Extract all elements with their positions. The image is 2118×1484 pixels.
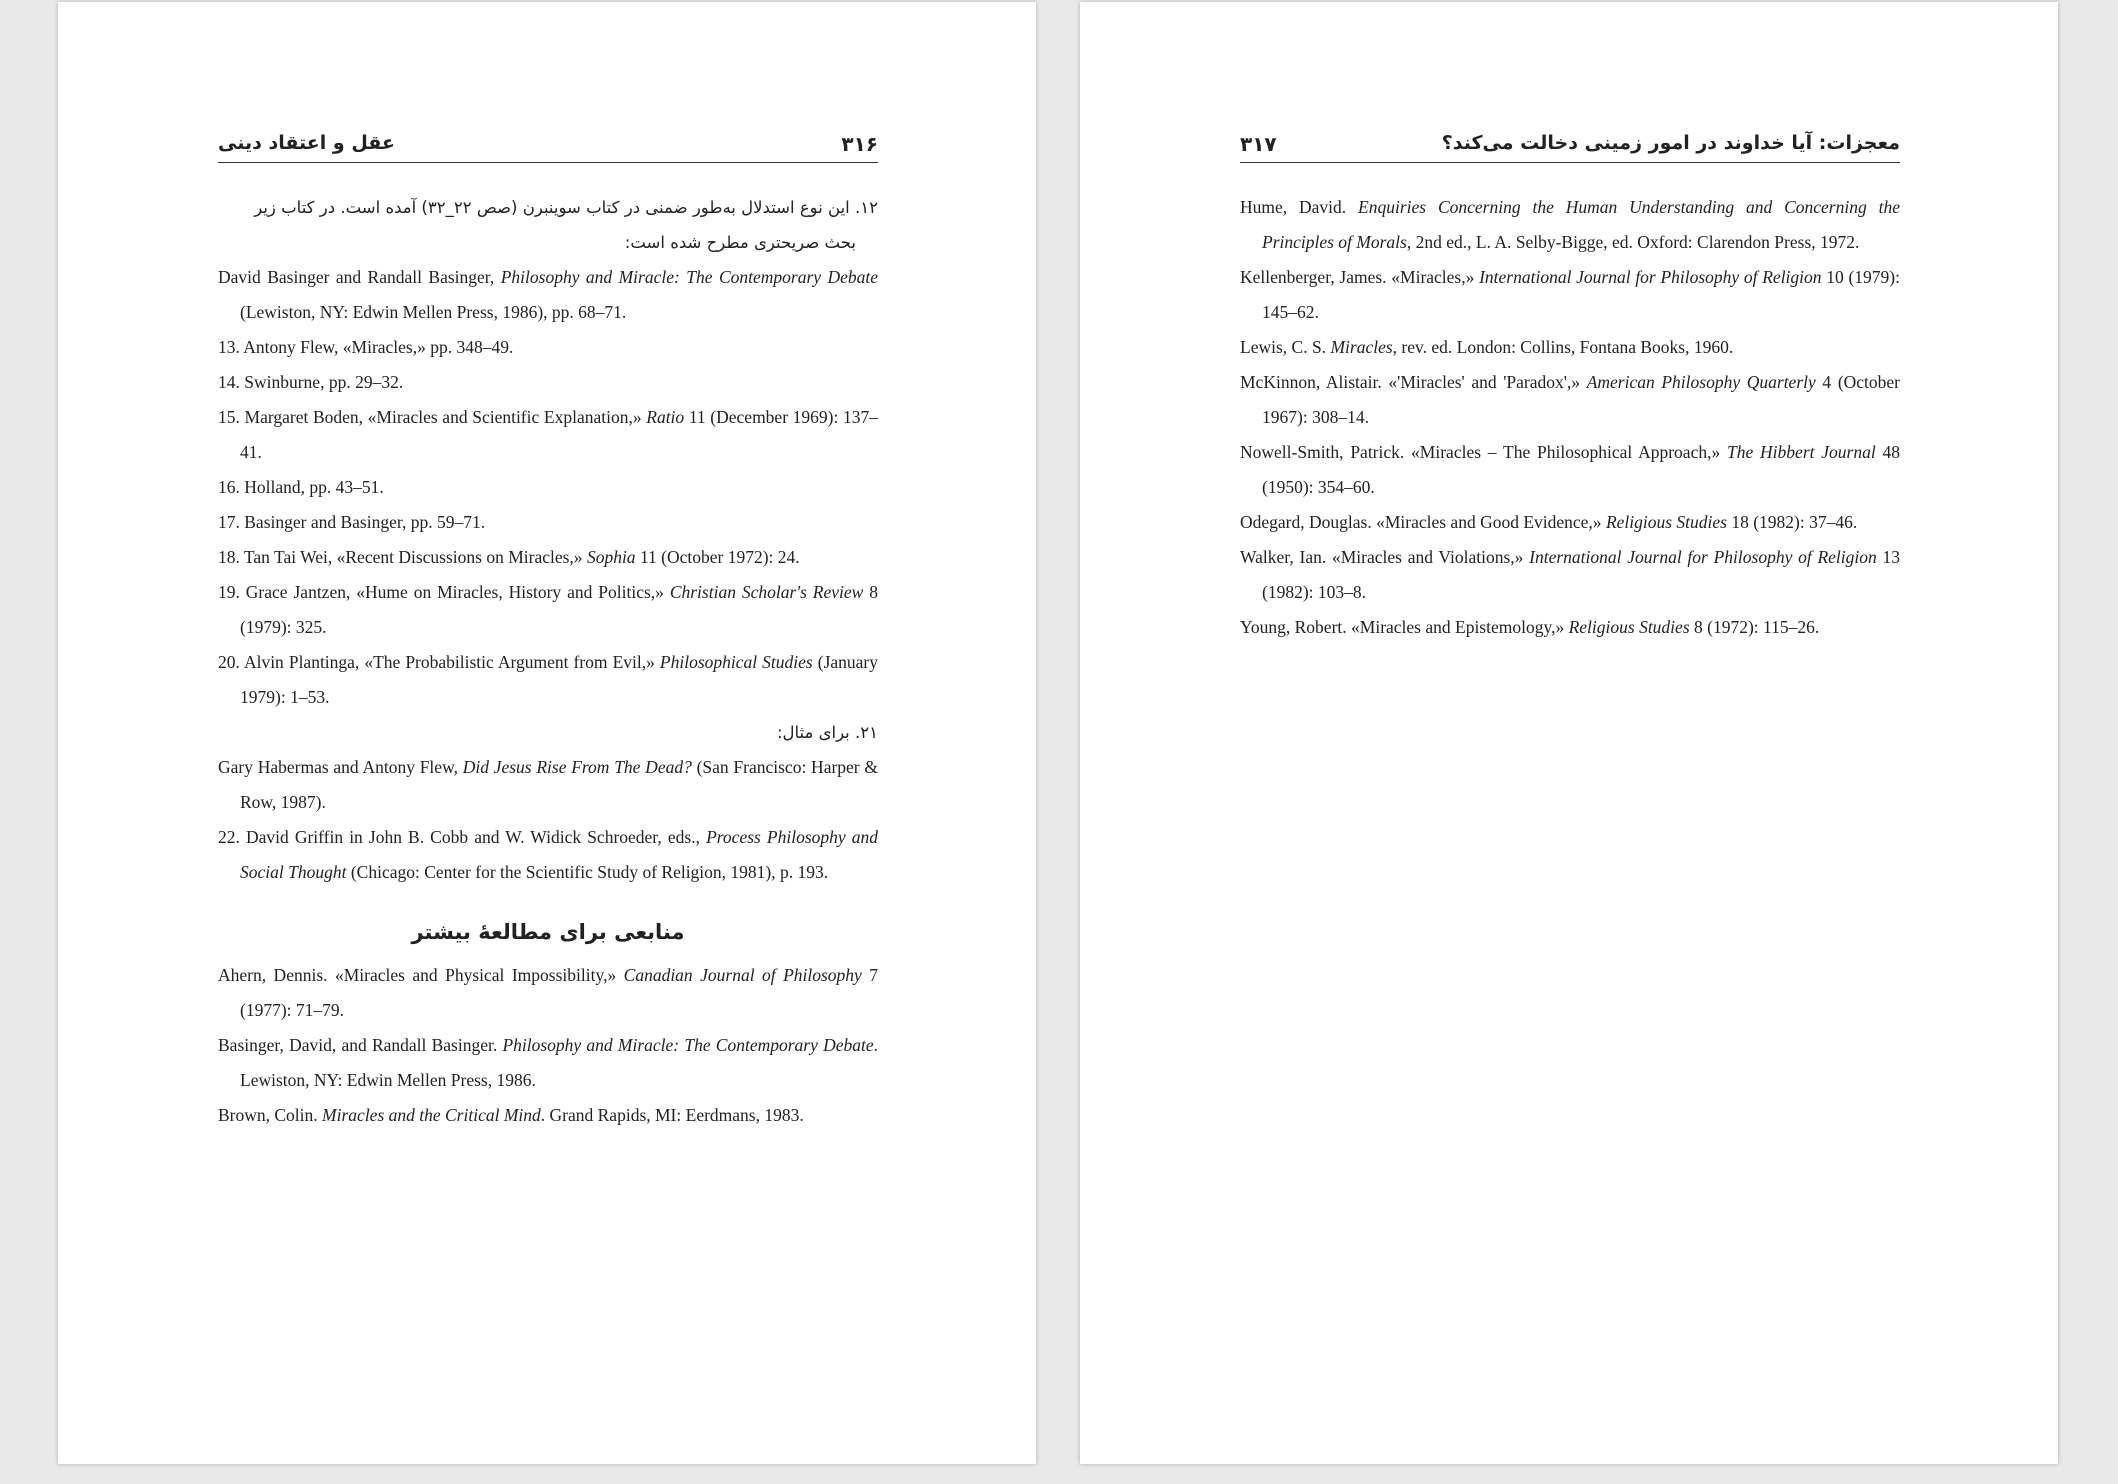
page-number: ۳۱۷ xyxy=(1240,132,1277,156)
right-page xyxy=(1080,2,2058,1464)
ref-authors: Brown, Colin. xyxy=(218,1105,323,1125)
further-reading-entry xyxy=(218,1028,878,1098)
further-reading-entry xyxy=(1240,505,1900,540)
further-reading-entry xyxy=(1240,260,1900,330)
further-reading-entry xyxy=(218,1098,878,1133)
ref-details: 48 (1950): 354–60. xyxy=(1262,442,1900,497)
footnote-12-line2: بحث صریحتری مطرح شده است: xyxy=(624,233,856,252)
ref-title: Miracles and the Critical Mind xyxy=(322,1105,541,1125)
ref-authors: Young, Robert. «Miracles and Epistemology,» xyxy=(1240,617,1569,637)
ref-authors: 20. Alvin Plantinga, «The Probabilistic Argument from Evil,» xyxy=(218,652,660,672)
ref-authors: Lewis, C. S. xyxy=(1240,337,1331,357)
footnote-19 xyxy=(218,575,878,645)
ref-title: American Philosophy Quarterly xyxy=(1586,372,1816,392)
ref-authors: Basinger, David, and Randall Basinger. xyxy=(218,1035,503,1055)
footnote-21-reference xyxy=(218,750,878,820)
ref-details: 4 (October 1967): 308–14. xyxy=(1262,372,1901,427)
page-number: ۳۱۶ xyxy=(841,132,878,156)
footnote-18 xyxy=(218,540,878,575)
ref-title: Canadian Journal of Philosophy xyxy=(623,965,862,985)
ref-authors: 18. Tan Tai Wei, «Recent Discussions on Miracles,» xyxy=(218,547,587,567)
ref-title: Miracles xyxy=(1330,337,1393,357)
ref-authors: Gary Habermas and Antony Flew, xyxy=(218,757,463,777)
ref-details: 8 (1979): 325. xyxy=(240,582,879,637)
ref-details: . Grand Rapids, MI: Eerdmans, 1983. xyxy=(540,1105,804,1125)
footnote-15 xyxy=(218,400,878,470)
ref-authors: Kellenberger, James. «Miracles,» xyxy=(1240,267,1480,287)
ref-authors: Odegard, Douglas. «Miracles and Good Evidence,» xyxy=(1240,512,1606,532)
ref-authors: Walker, Ian. «Miracles and Violations,» xyxy=(1240,547,1530,567)
ref-title: The Hibbert Journal xyxy=(1727,442,1876,462)
ref-title: International Journal for Philosophy of Religion xyxy=(1529,547,1877,567)
ref-authors: Hume, David. xyxy=(1240,197,1359,217)
ref-details: (Chicago: Center for the Scientific Study of Religion, 1981), p. 193. xyxy=(346,862,829,882)
ref-title: Sophia xyxy=(586,547,636,567)
footnote-12-line1: ۱۲. این نوع استدلال به‌طور ضمنی در کتاب سوینبرن (صص ۲۲_۳۲) آمده است. در کتاب زیر xyxy=(254,198,878,217)
ref-authors: McKinnon, Alistair. «'Miracles' and 'Paradox',» xyxy=(1240,372,1587,392)
further-reading-entry xyxy=(1240,540,1900,610)
right-page-body xyxy=(1240,190,1900,645)
ref-title: Religious Studies xyxy=(1605,512,1727,532)
ref-title: Christian Scholar's Review xyxy=(669,582,864,602)
ref-details: 7 (1977): 71–79. xyxy=(240,965,879,1020)
footnote-20 xyxy=(218,645,878,715)
further-reading-entry xyxy=(218,958,878,1028)
ref-title: Philosophy and Miracle: The Contemporary Debate xyxy=(500,267,878,287)
right-page-header xyxy=(1240,132,1900,163)
ref-details: , 2nd ed., L. A. Selby-Bigge, ed. Oxford: Clarendon Press, 1972. xyxy=(1406,232,1860,252)
ref-title: Ratio xyxy=(646,407,685,427)
ref-details: (January 1979): 1–53. xyxy=(240,652,878,707)
further-reading-entry xyxy=(1240,435,1900,505)
ref-authors: David Basinger and Randall Basinger, xyxy=(218,267,501,287)
running-head: عقل و اعتقاد دینی xyxy=(218,132,395,154)
further-reading-entry xyxy=(1240,190,1900,260)
ref-title: Philosophy and Miracle: The Contemporary Debate xyxy=(502,1035,874,1055)
ref-details: 13 (1982): 103–8. xyxy=(1262,547,1900,602)
footnote-22 xyxy=(218,820,878,890)
footnote-17: 17. Basinger and Basinger, pp. 59–71. xyxy=(218,512,486,532)
ref-authors: 19. Grace Jantzen, «Hume on Miracles, History and Politics,» xyxy=(218,582,670,602)
footnote-12-reference xyxy=(218,260,878,330)
ref-authors: Ahern, Dennis. «Miracles and Physical Impossibility,» xyxy=(218,965,624,985)
ref-details: . Lewiston, NY: Edwin Mellen Press, 1986. xyxy=(240,1035,879,1090)
left-page xyxy=(58,2,1036,1464)
further-reading-entry xyxy=(1240,330,1900,365)
ref-title: Did Jesus Rise From The Dead? xyxy=(462,757,692,777)
ref-details: , rev. ed. London: Collins, Fontana Books, 1960. xyxy=(1392,337,1734,357)
ref-details: 18 (1982): 37–46. xyxy=(1726,512,1858,532)
ref-authors: 22. David Griffin in John B. Cobb and W. Widick Schroeder, eds., xyxy=(218,827,707,847)
footnote-12-persian xyxy=(218,190,878,260)
ref-details: 10 (1979): 145–62. xyxy=(1262,267,1900,322)
ref-details: 11 (October 1972): 24. xyxy=(635,547,800,567)
ref-title: Enquiries Concerning the Human Understanding and Concerning the Principles of Morals xyxy=(1262,197,1900,252)
further-reading-heading: منابعی برای مطالعهٔ بیشتر xyxy=(411,920,685,944)
footnote-16: 16. Holland, pp. 43–51. xyxy=(218,477,384,497)
ref-title: International Journal for Philosophy of Religion xyxy=(1479,267,1822,287)
further-reading-entry xyxy=(1240,610,1900,645)
ref-authors: Nowell-Smith, Patrick. «Miracles – The Philosophical Approach,» xyxy=(1240,442,1728,462)
running-head: معجزات: آیا خداوند در امور زمینی دخالت می‌کند؟ xyxy=(1441,132,1900,154)
ref-details: (Lewiston, NY: Edwin Mellen Press, 1986), pp. 68–71. xyxy=(240,302,627,322)
ref-title: Philosophical Studies xyxy=(659,652,813,672)
footnote-13: 13. Antony Flew, «Miracles,» pp. 348–49. xyxy=(218,337,514,357)
left-page-header xyxy=(218,132,878,163)
ref-title: Process Philosophy and Social Thought xyxy=(240,827,879,882)
ref-title: Religious Studies xyxy=(1568,617,1690,637)
ref-details: 11 (December 1969): 137–41. xyxy=(240,407,879,462)
ref-details: (San Francisco: Harper & Row, 1987). xyxy=(240,757,878,812)
ref-authors: 15. Margaret Boden, «Miracles and Scientific Explanation,» xyxy=(218,407,647,427)
left-page-body xyxy=(218,190,878,1133)
footnote-21-persian: ۲۱. برای مثال: xyxy=(776,723,878,742)
footnote-14: 14. Swinburne, pp. 29–32. xyxy=(218,372,404,392)
further-reading-entry xyxy=(1240,365,1900,435)
ref-details: 8 (1972): 115–26. xyxy=(1689,617,1820,637)
